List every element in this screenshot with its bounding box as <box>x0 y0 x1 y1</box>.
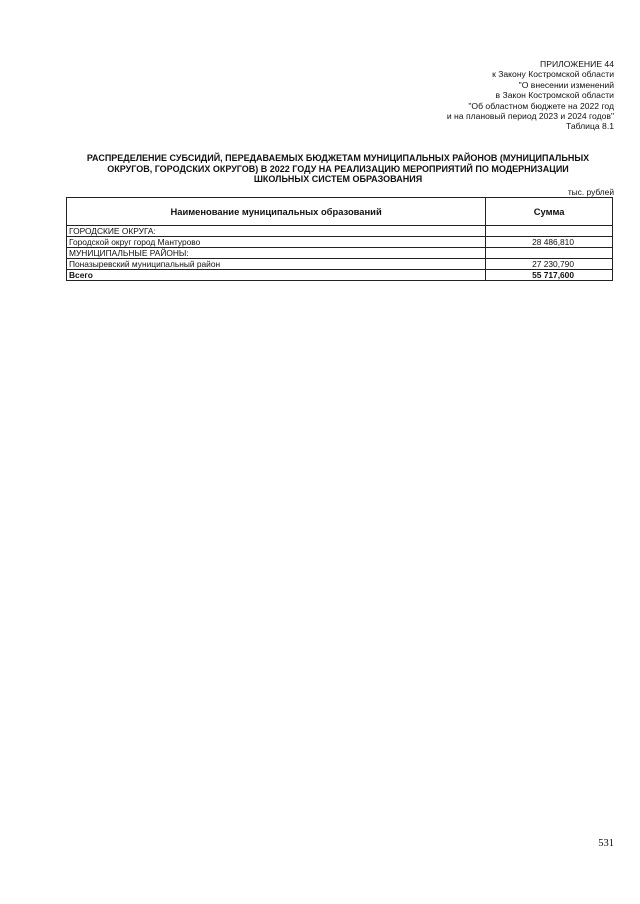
table-row <box>67 248 613 259</box>
table-row <box>67 259 613 270</box>
appendix-line: в Закон Костромской области <box>495 90 614 101</box>
table-number: Таблица 8.1 <box>565 121 614 132</box>
row-sum <box>486 248 613 259</box>
title-line: ОКРУГОВ, ГОРОДСКИХ ОКРУГОВ) В 2022 ГОДУ НА РЕАЛИЗАЦИЮ МЕРОПРИЯТИЙ ПО МОДЕРНИЗАЦИИ <box>107 163 569 174</box>
subsidy-table <box>66 197 613 281</box>
row-name: МУНИЦИПАЛЬНЫЕ РАЙОНЫ: <box>67 248 486 259</box>
page-number: 531 <box>598 838 614 849</box>
appendix-line: и на плановый период 2023 и 2024 годов" <box>446 111 614 122</box>
row-name: Городской округ город Мантурово <box>67 237 486 248</box>
document-title <box>60 153 616 185</box>
title-line: РАСПРЕДЕЛЕНИЕ СУБСИДИЙ, ПЕРЕДАВАЕМЫХ БЮДЖЕТАМ МУНИЦИПАЛЬНЫХ РАЙОНОВ (МУНИЦИПАЛЬНЫХ <box>86 153 590 163</box>
appendix-line: ПРИЛОЖЕНИЕ 44 <box>540 59 614 69</box>
total-label: Всего <box>67 270 486 281</box>
appendix-line: к Закону Костромской области <box>492 69 614 80</box>
column-header-name: Наименование муниципальных образований <box>67 198 486 226</box>
title-line: ШКОЛЬНЫХ СИСТЕМ ОБРАЗОВАНИЯ <box>253 174 423 185</box>
table-row <box>67 226 613 237</box>
units-label: тыс. рублей <box>567 187 614 197</box>
table-row <box>67 237 613 248</box>
table-header-row <box>67 198 613 226</box>
row-name: ГОРОДСКИЕ ОКРУГА: <box>67 226 486 237</box>
appendix-line: "О внесении изменений <box>518 79 614 90</box>
row-sum <box>486 226 613 237</box>
row-sum: 27 230,790 <box>486 259 613 270</box>
appendix-line: "Об областном бюджете на 2022 год <box>468 100 614 111</box>
total-sum: 55 717,600 <box>486 270 613 281</box>
total-row <box>67 270 613 281</box>
row-name: Поназыревский муниципальный район <box>67 259 486 270</box>
appendix-header <box>447 59 614 132</box>
row-sum: 28 486,810 <box>486 237 613 248</box>
column-header-sum: Сумма <box>486 198 613 226</box>
